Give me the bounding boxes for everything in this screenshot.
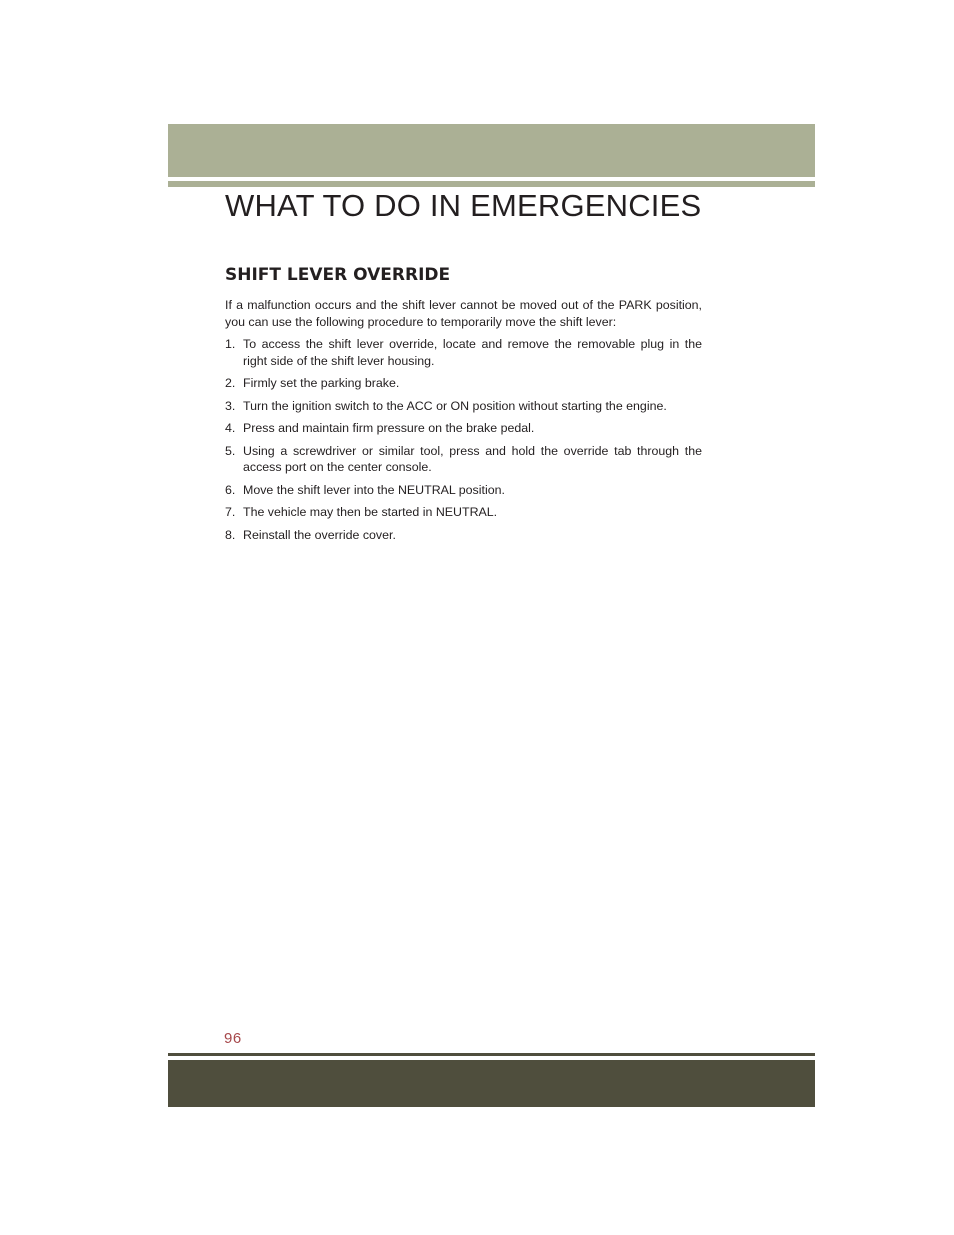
- footer-band: [168, 1060, 815, 1107]
- step-number: 3.: [225, 398, 236, 413]
- step-number: 4.: [225, 421, 236, 435]
- step-number: 6.: [225, 482, 236, 497]
- step-text: Move the shift lever into the NEUTRAL position.: [243, 482, 505, 497]
- step-text: Firmly set the parking brake.: [243, 376, 400, 390]
- footer-rule: [168, 1053, 815, 1056]
- step-number: 5.: [225, 443, 236, 458]
- chapter-title: WHAT TO DO IN EMERGENCIES: [225, 188, 702, 223]
- step-4: [225, 420, 702, 437]
- main-content: [225, 262, 702, 549]
- step-2: [225, 375, 702, 392]
- step-number: 2.: [225, 376, 236, 390]
- step-5: [225, 443, 702, 476]
- step-number: 1.: [225, 337, 236, 351]
- step-text: Turn the ignition switch to the ACC or ON position without starting the engine.: [243, 398, 667, 413]
- step-6: [225, 482, 702, 499]
- step-1: [225, 336, 702, 369]
- step-text: Reinstall the override cover.: [243, 527, 396, 542]
- header-band: [168, 124, 815, 177]
- step-3: [225, 398, 702, 415]
- step-7: [225, 504, 702, 521]
- step-8: [225, 527, 702, 544]
- step-number: 7.: [225, 505, 236, 519]
- step-number: 8.: [225, 527, 236, 542]
- step-text: Using a screwdriver or similar tool, press and hold the override tab through the access port on the center console.: [243, 443, 702, 474]
- intro-paragraph: If a malfunction occurs and the shift lever cannot be moved out of the PARK position, you can use the following procedure to temporarily move the shift lever:: [225, 298, 702, 329]
- page-number: 96: [224, 1030, 242, 1047]
- step-text: To access the shift lever override, locate and remove the removable plug in the right side of the shift lever housing.: [243, 337, 702, 368]
- step-text: Press and maintain firm pressure on the brake pedal.: [243, 421, 535, 435]
- section-heading: SHIFT LEVER OVERRIDE: [225, 265, 451, 285]
- procedure-steps: [225, 336, 702, 543]
- header-rule: [168, 181, 815, 187]
- step-text: The vehicle may then be started in NEUTRAL.: [243, 505, 498, 519]
